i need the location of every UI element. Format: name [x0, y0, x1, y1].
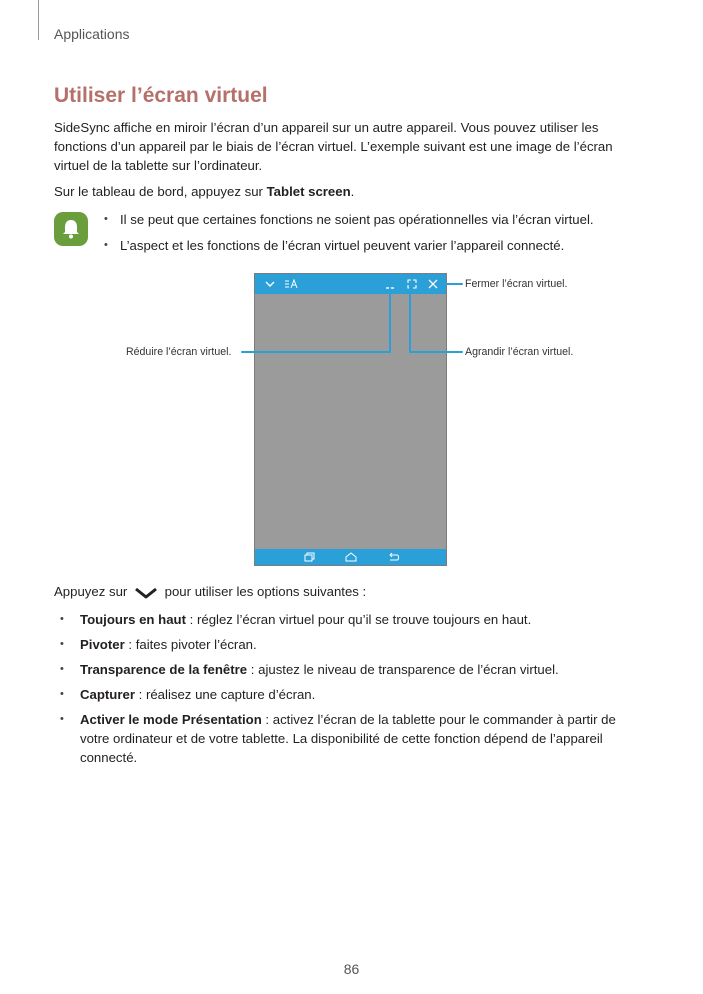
callout-maximize: Agrandir l’écran virtuel.	[465, 346, 574, 358]
running-header: Applications	[54, 26, 130, 42]
option-desc: : activez l’écran de la tablette pour le commander à partir de votre ordinateur et de votre tablette. La disponibilité de cette fonction dépend de l’appareil connecté.	[80, 712, 616, 765]
page-number: 86	[343, 961, 360, 977]
option-name: Capturer	[80, 687, 135, 702]
note-item: • Il se peut que certaines fonctions ne soient pas opérationnelles via l’écran virtuel.	[104, 210, 594, 229]
callout-minimize: Réduire l’écran virtuel.	[126, 346, 232, 358]
option-desc: : réalisez une capture d’écran.	[134, 687, 316, 702]
option-item	[54, 610, 629, 629]
note-item: • L’aspect et les fonctions de l’écran virtuel peuvent varier l’appareil connecté.	[104, 236, 594, 255]
options-intro-prefix: Appuyez sur	[54, 584, 131, 599]
option-item	[54, 710, 629, 767]
option-desc: : réglez l’écran virtuel pour qu’il se trouve toujours en haut.	[185, 612, 532, 627]
option-name: Pivoter	[80, 637, 125, 652]
chevron-down-icon	[133, 586, 159, 600]
option-item	[54, 635, 629, 654]
option-name: Activer le mode Présentation	[80, 712, 262, 727]
page-title: Utiliser l’écran virtuel	[54, 84, 268, 107]
option-name: Transparence de la fenêtre	[80, 662, 248, 677]
option-desc: : faites pivoter l’écran.	[124, 637, 257, 652]
intro-paragraph: SideSync affiche en miroir l’écran d’un appareil sur un autre appareil. Vous pouvez utiliser les fonctions d’un appareil par le biais de l’écran virtuel. L’exemple suivant est une image de l’écran virtuel de la tablette sur l’ordinateur.	[54, 120, 613, 173]
option-desc: : ajustez le niveau de transparence de l’écran virtuel.	[247, 662, 559, 677]
options-intro-suffix: pour utiliser les options suivantes :	[160, 584, 367, 599]
instruction-suffix: .	[350, 184, 355, 199]
option-item	[54, 685, 629, 704]
instruction-bold: Tablet screen	[266, 184, 351, 199]
callout-close: Fermer l’écran virtuel.	[465, 278, 568, 290]
options-intro	[54, 582, 366, 601]
options-list	[54, 610, 629, 773]
instruction-prefix: Sur le tableau de bord, appuyez sur	[54, 184, 267, 199]
option-item	[54, 660, 629, 679]
option-name: Toujours en haut	[80, 612, 186, 627]
